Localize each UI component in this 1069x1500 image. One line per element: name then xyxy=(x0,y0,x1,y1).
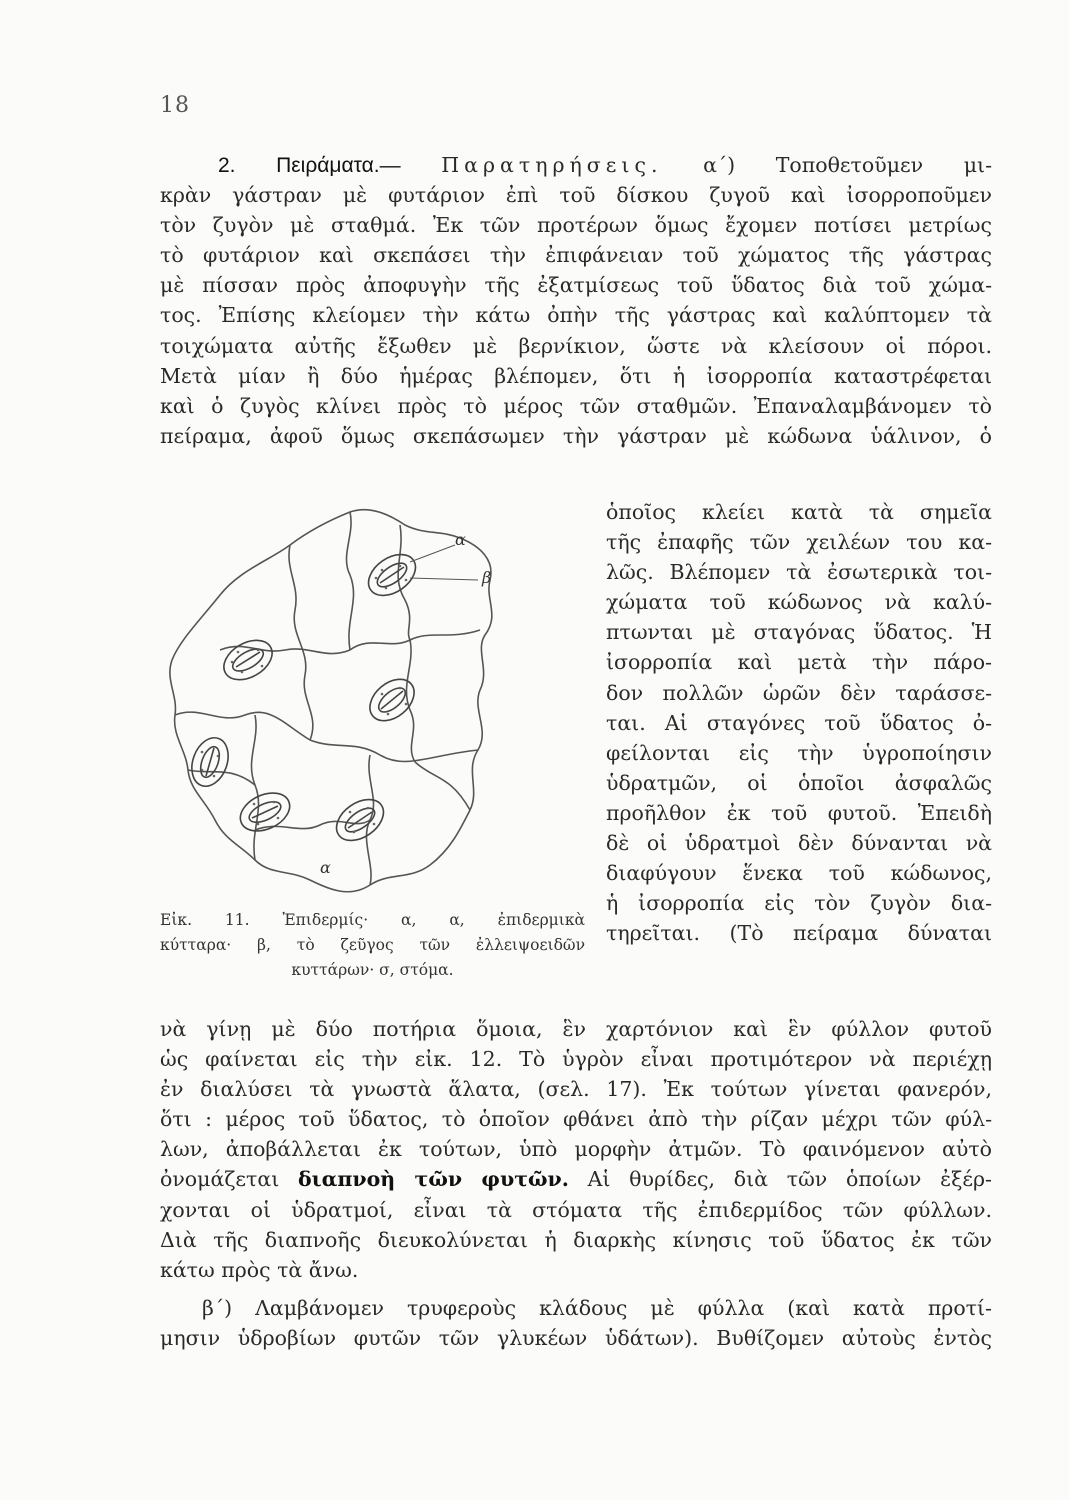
text-line: ἐν διαλύσει τὰ γνωστὰ ἅλατα, (σελ. 17). Ἐκ τούτων γίνεται φανερόν, xyxy=(160,1077,992,1102)
text-line: τηρεῖται. (Τὸ πείραμα δύναται xyxy=(606,921,992,946)
text-line: κάτω πρὸς τὰ ἄνω. xyxy=(160,1257,359,1282)
text-line: Διὰ τῆς διαπνοῆς διευκολύνεται ἡ διαρκὴς κίνησις τοῦ ὕδατος ἐκ τῶν xyxy=(160,1227,992,1252)
text-line: ὁποῖος κλείει κατὰ τὰ σημεῖα xyxy=(606,500,992,524)
figure-caption xyxy=(160,908,585,983)
text-line: προῆλθον ἐκ τοῦ φυτοῦ. Ἐπειδὴ xyxy=(606,800,992,825)
text-line: τος. Ἐπίσης κλείομεν τὴν κάτω ὀπὴν τῆς γάστρας καὶ καλύπτομεν τὰ xyxy=(160,303,992,328)
text-line: Μετὰ μίαν ἢ δύο ἡμέρας βλέπομεν, ὅτι ἡ ἰσορροπία καταστρέφεται xyxy=(160,363,992,388)
bold-term-line xyxy=(160,1164,992,1194)
text-span: Αἱ θυρίδες, διὰ τῶν ὁποίων ἐξέρ- xyxy=(568,1167,992,1192)
bold-term: διαπνοὴ τῶν φυτῶν. xyxy=(298,1167,569,1192)
text-line: ἰσορροπία καὶ μετὰ τὴν πάρο- xyxy=(606,650,992,675)
text-line: νὰ γίνῃ μὲ δύο ποτήρια ὅμοια, ἓν χαρτόνιον καὶ ἓν φύλλον φυτοῦ xyxy=(160,1017,992,1041)
text-line: α΄) Τοποθετοῦμεν μι- xyxy=(703,153,992,177)
text-span: ὀνομάζεται xyxy=(160,1167,298,1192)
epidermis-figure xyxy=(160,500,590,908)
text-line: ται. Αἱ σταγόνες τοῦ ὕδατος ὀ- xyxy=(606,710,992,735)
figure-label-alpha: α xyxy=(455,530,466,549)
text-line: τῆς ἐπαφῆς τῶν χειλέων του κα- xyxy=(606,530,992,555)
text-line: δον πολλῶν ὡρῶν δὲν ταράσσε- xyxy=(606,680,992,705)
text-line: τοιχώματα αὐτῆς ἔξωθεν μὲ βερνίκιον, ὥστε νὰ κλείσουν οἱ πόροι. xyxy=(160,333,992,358)
caption-line: Εἰκ. 11. Ἐπιδερμίς· α, α, ἐπιδερμικὰ xyxy=(160,911,585,929)
text-line: κρὰν γάστραν μὲ φυτάριον ἐπὶ τοῦ δίσκου ζυγοῦ καὶ ἰσορροποῦμεν xyxy=(160,183,992,208)
page-number: 18 xyxy=(160,93,190,118)
text-line: λῶς. Βλέπομεν τὰ ἐσωτερικὰ τοι- xyxy=(606,560,992,585)
heading-line xyxy=(160,150,992,180)
figure-label-beta: β xyxy=(482,568,492,587)
text-line: χονται οἱ ὑδρατμοί, εἶναι τὰ στόματα τῆς ἐπιδερμίδος τῶν φύλλων. xyxy=(160,1197,992,1222)
figure-label-alpha-2: α xyxy=(320,858,331,877)
epidermis-drawing xyxy=(160,500,590,908)
text-line: φείλονται εἰς τὴν ὑγροποίησιν xyxy=(606,740,992,765)
text-line: καὶ ὁ ζυγὸς κλίνει πρὸς τὸ μέρος τῶν σταθμῶν. Ἐπαναλαμβάνομεν τὸ xyxy=(160,393,992,418)
caption-line: κύτταρα· β, τὸ ζεῦγος τῶν ἐλλειψοειδῶν xyxy=(160,936,585,954)
text-line: χώματα τοῦ κώδωνος νὰ καλύ- xyxy=(606,590,992,615)
section-number: 2. xyxy=(218,154,236,177)
text-line: διαφύγουν ἕνεκα τοῦ κώδωνος, xyxy=(606,861,992,886)
text-line: δὲ οἱ ὑδρατμοὶ δὲν δύνανται νὰ xyxy=(606,831,992,856)
text-line: β΄) Λαμβάνομεν τρυφεροὺς κλάδους μὲ φύλλα (καὶ κατὰ προτί- xyxy=(202,1295,992,1320)
top-paragraph xyxy=(160,150,992,451)
text-line: ὑδρατμῶν, οἱ ὁποῖοι ἀσφαλῶς xyxy=(606,770,992,795)
text-line: ὡς φαίνεται εἰς τὴν εἰκ. 12. Τὸ ὑγρὸν εἶναι προτιμότερον νὰ περιέχῃ xyxy=(160,1047,992,1072)
text-line: λων, ἀποβάλλεται ἐκ τούτων, ὑπὸ μορφὴν ἀτμῶν. Τὸ φαινόμενον αὐτὸ xyxy=(160,1137,992,1162)
text-line: μησιν ὑδροβίων φυτῶν τῶν γλυκέων ὑδάτων). Βυθίζομεν αὐτοὺς ἐντὸς xyxy=(160,1325,992,1350)
side-column-text xyxy=(606,497,992,948)
caption-line: κυττάρων· σ, στόμα. xyxy=(291,961,454,979)
section-subtitle: Παρατηρήσεις. xyxy=(441,153,663,177)
text-line: τὸ φυτάριον καὶ σκεπάσει τὴν ἐπιφάνειαν τοῦ χώματος τῆς γάστρας xyxy=(160,243,992,268)
text-line: πείραμα, ἀφοῦ ὅμως σκεπάσωμεν τὴν γάστραν μὲ κώδωνα ὑάλινον, ὁ xyxy=(160,423,992,448)
text-line: τὸν ζυγὸν μὲ σταθμά. Ἐκ τῶν προτέρων ὅμως ἔχομεν ποτίσει μετρίως xyxy=(160,213,992,238)
section-title: Πειράματα.— xyxy=(276,154,401,177)
text-line: ὅτι : μέρος τοῦ ὕδατος, τὸ ὁποῖον φθάνει ἀπὸ τὴν ρίζαν μέχρι τῶν φύλ- xyxy=(160,1107,992,1132)
bottom-paragraph xyxy=(160,1014,992,1353)
text-line: μὲ πίσσαν πρὸς ἀποφυγὴν τῆς ἐξατμίσεως τοῦ ὕδατος διὰ τοῦ χώμα- xyxy=(160,273,992,298)
text-line: ἡ ἰσορροπία εἰς τὸν ζυγὸν δια- xyxy=(606,891,992,916)
text-line: πτωνται μὲ σταγόνας ὕδατος. Ἡ xyxy=(606,620,992,645)
